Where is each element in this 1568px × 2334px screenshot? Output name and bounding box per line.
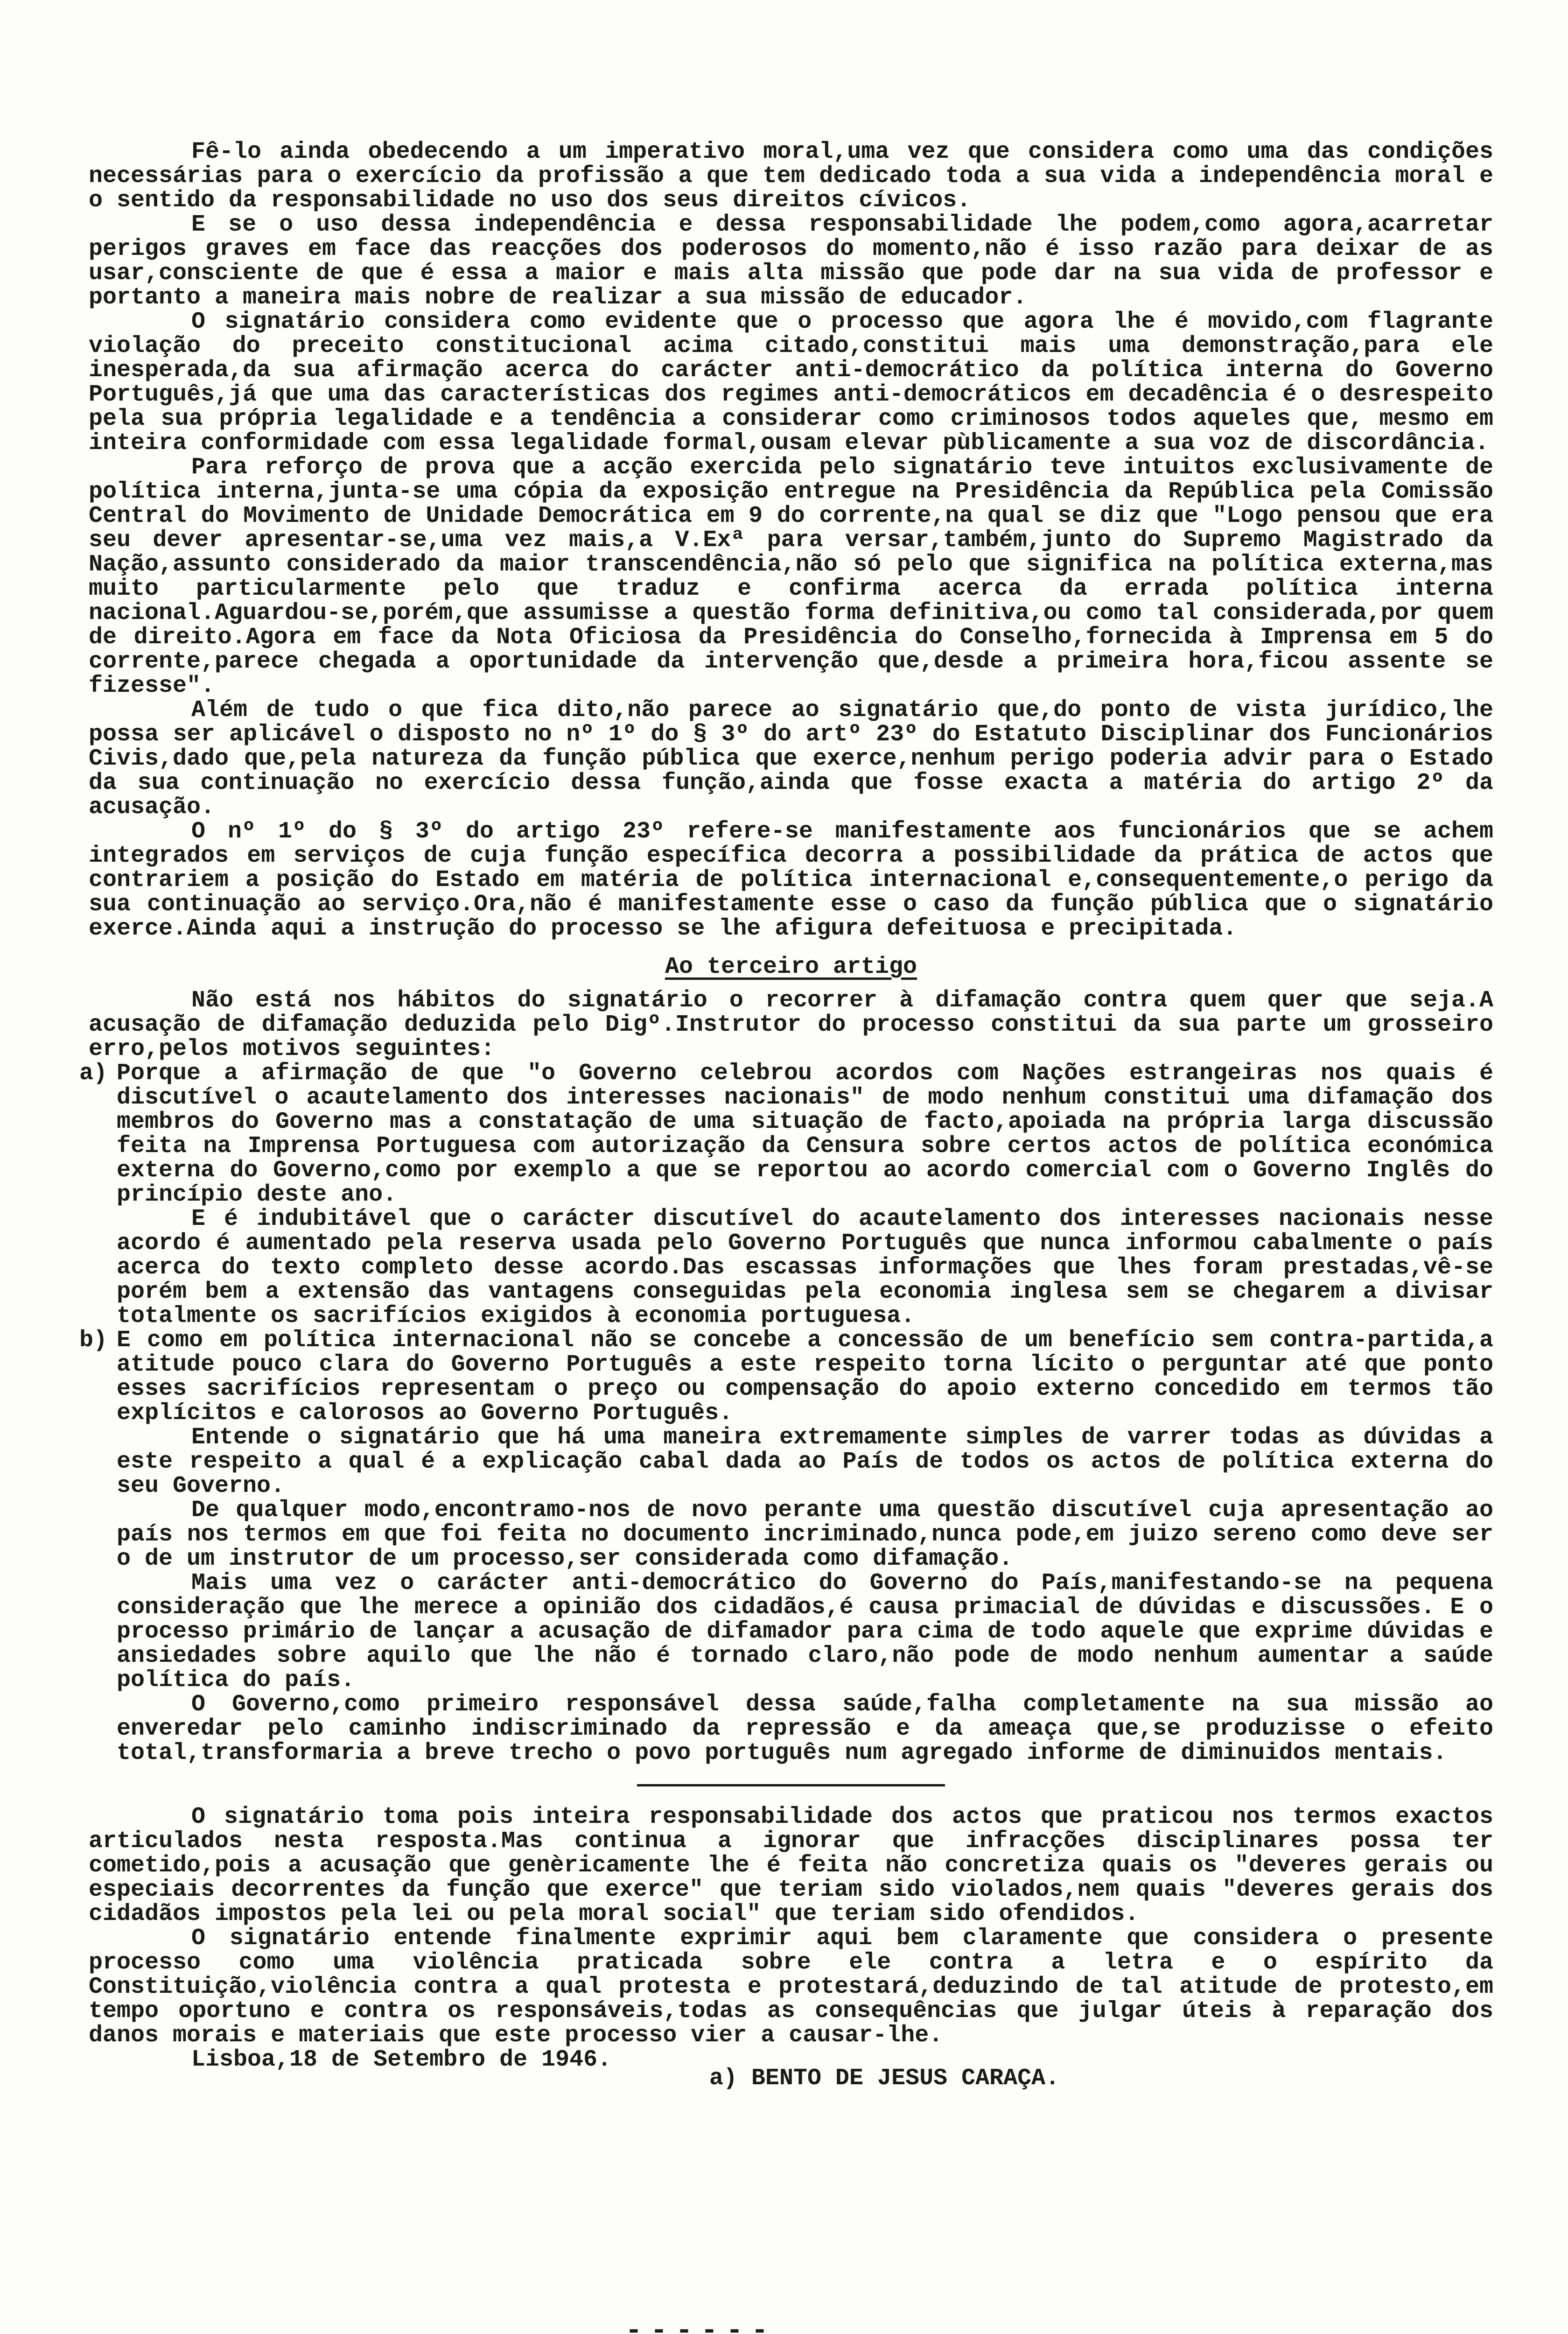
paragraph: Para reforço de prova que a acção exercida pelo signatário teve intuitos exclusivamente de política interna,junta-se uma cópia da exposição entregue na Presidência da República pela Comissão Central do Movimento de Unidade Democrática em 9 do corrente,na qual se diz que "Logo pensou que era seu dever apresentar-se,uma vez mais,a V.Exª para versar,também,junto do Supremo Magistrado da Nação,assunto considerado da maior transcendência,não só pelo que significa na política externa,mas muito particularmente pelo que traduz e confirma acerca da errada política interna nacional.Aguardou-se,porém,que assumisse a questão forma definitiva,ou como tal considerada,por quem de direito.Agora em face da Nota Oficiosa da Presidência do Conselho,fornecida à Imprensa em 5 do corrente,parece chegada a oportunidade da intervenção que,desde a primeira hora,ficou assente se fizesse". xyxy=(89,454,1493,699)
item-label: a) xyxy=(79,1060,108,1087)
section-heading xyxy=(89,955,1493,979)
paragraph: E se o uso dessa independência e dessa responsabilidade lhe podem,como agora,acarretar perigos graves em face das reacções dos poderosos do momento,não é isso razão para deixar de as usar,consciente de que é essa a maior e mais alta missão que pode dar na sua vida de professor e portanto a maneira mais nobre de realizar a sua missão de educador. xyxy=(89,211,1493,311)
paragraph: O nº 1º do § 3º do artigo 23º refere-se manifestamente aos funcionários que se achem integrados em serviços de cuja função específica decorra a possibilidade da prática de actos que contrariem a posição do Estado em matéria de política internacional e,consequentemente,o perigo da sua continuação ao serviço.Ora,não é manifestamente esse o caso da função pública que o signatário exerce.Ainda aqui a instrução do processo se lhe afigura defeituosa e precipitada. xyxy=(89,818,1493,942)
item-continuation: De qualquer modo,encontramo-nos de novo perante uma questão discutível cuja apresentação ao país nos termos em que foi feita no documento incriminado,nunca pode,em juizo sereno como deve ser o de um instrutor de um processo,ser considerada como difamação. xyxy=(117,1497,1493,1572)
item-text: Porque a afirmação de que "o Governo celebrou acordos com Nações estrangeiras nos quais é discutível o acautelamento dos interesses nacionais" de modo nenhum constitui uma difamação dos membros do Governo mas a constatação de uma situação de facto,apoiada na própria larga discussão feita na Imprensa Portuguesa com autorização da Censura sobre certos actos de política económica externa do Governo,como por exemplo a que se reportou ao acordo comercial com o Governo Inglês do princípio deste ano. xyxy=(117,1060,1493,1208)
paragraph: Além de tudo o que fica dito,não parece ao signatário que,do ponto de vista jurídico,lhe possa ser aplicável o disposto no nº 1º do § 3º do artº 23º do Estatuto Disciplinar dos Funcionários Civis,dado que,pela natureza da função pública que exerce,nenhum perigo poderia advir para o Estado da sua continuação no exercício dessa função,ainda que fosse exacta a matéria do artigo 2º da acusação. xyxy=(89,697,1493,821)
closing-row xyxy=(89,2048,1493,2099)
list-item-a xyxy=(79,1060,1493,1329)
signature: a) BENTO DE JESUS CARAÇA. xyxy=(709,2065,1060,2092)
closing-paragraph: O signatário toma pois inteira responsabilidade dos actos que praticou nos termos exactos articulados nesta resposta.Mas continua a ignorar que infracções disciplinares possa ter cometido,pois a acusação que genèricamente lhe é feita não concretiza quais os "deveres gerais ou especiais decorrentes da função que exerce" que teriam sido violados,nem quais "deveres gerais dos cidadãos impostos pela lei ou pela moral social" que teriam sido ofendidos. xyxy=(89,1804,1493,1927)
date-line: Lisboa,18 de Setembro de 1946. xyxy=(191,2046,612,2073)
item-continuation: Entende o signatário que há uma maneira extremamente simples de varrer todas as dúvidas a este respeito a qual é a explicação cabal dada ao País de todos os actos de política externa do seu Governo. xyxy=(117,1424,1493,1499)
paragraph: O signatário considera como evidente que o processo que agora lhe é movido,com flagrante violação do preceito constitucional acima citado,constitui mais uma demonstração,para ele inesperada,da sua afirmação acerca do carácter anti-democrático da política interna do Governo Português,já que uma das características dos regimes anti-democráticos em decadência é o desrespeito pela sua própria legalidade e a tendência a considerar como criminosos todos aqueles que, mesmo em inteira conformidade com essa legalidade formal,ousam elevar pùblicamente a sua voz de discordância. xyxy=(89,309,1493,457)
paragraph: Fê-lo ainda obedecendo a um imperativo moral,uma vez que considera como uma das condições necessárias para o exercício da profissão a que tem dedicado toda a sua vida a independência moral e o sentido da responsabilidade no uso dos seus direitos cívicos. xyxy=(89,139,1493,214)
document-body xyxy=(79,139,1493,2099)
section-heading-text: Ao terceiro artigo xyxy=(665,954,917,980)
list-item-b xyxy=(79,1327,1493,1766)
closing-paragraph: O signatário entende finalmente exprimir aqui bem claramente que considera o presente processo como uma violência praticada sobre ele contra a letra e o espírito da Constituição,violência contra a qual protesta e protestará,deduzindo de tal atitude de protesto,em tempo oportuno e contra os responsáveis,todas as consequências que julgar úteis à reparação dos danos morais e materiais que este processo vier a causar-lhe. xyxy=(89,1925,1493,2049)
item-text: E como em política internacional não se concebe a concessão de um benefício sem contra-partida,a atitude pouco clara do Governo Português a este respeito torna lícito o perguntar até que ponto esses sacrifícios representam o preço ou compensação do apoio externo concedido em termos tão explícitos e calorosos ao Governo Português. xyxy=(117,1327,1493,1427)
item-continuation: Mais uma vez o carácter anti-democrático do Governo do País,manifestando-se na pequena consideração que lhe merece a opinião dos cidadãos,é causa primacial de dúvidas e discussões. E o processo primário de lançar a acusação de difamador para cima de todo aquele que exprime dúvidas e ansiedades sobre aquilo que lhe não é tornado claro,não pode de modo nenhum aumentar a saúde política do país. xyxy=(117,1570,1493,1694)
section-intro: Não está nos hábitos do signatário o recorrer à difamação contra quem quer que seja.A acusação de difamação deduzida pelo Digº.Instrutor do processo constitui da sua parte um grosseiro erro,pelos motivos seguintes: xyxy=(89,987,1493,1062)
item-continuation: O Governo,como primeiro responsável dessa saúde,falha completamente na sua missão ao enveredar pelo caminho indiscriminado da repressão e da ameaça que,se produzisse o efeito total,transformaria a breve trecho o povo português num agregado informe de diminuidos mentais. xyxy=(117,1691,1493,1766)
item-label: b) xyxy=(79,1327,108,1354)
end-dashes: ------ xyxy=(625,2315,777,2334)
item-continuation: E é indubitável que o carácter discutível do acautelamento dos interesses nacionais nesse acordo é aumentado pela reserva usada pelo Governo Português que nunca informou cabalmente o país acerca do texto completo desse acordo.Das escassas informações que lhes foram prestadas,vê-se porém bem a extensão das vantagens conseguidas pela economia inglesa sem se chegarem a divisar totalmente os sacrifícios exigidos à economia portuguesa. xyxy=(117,1206,1493,1329)
separator-rule xyxy=(637,1784,945,1786)
